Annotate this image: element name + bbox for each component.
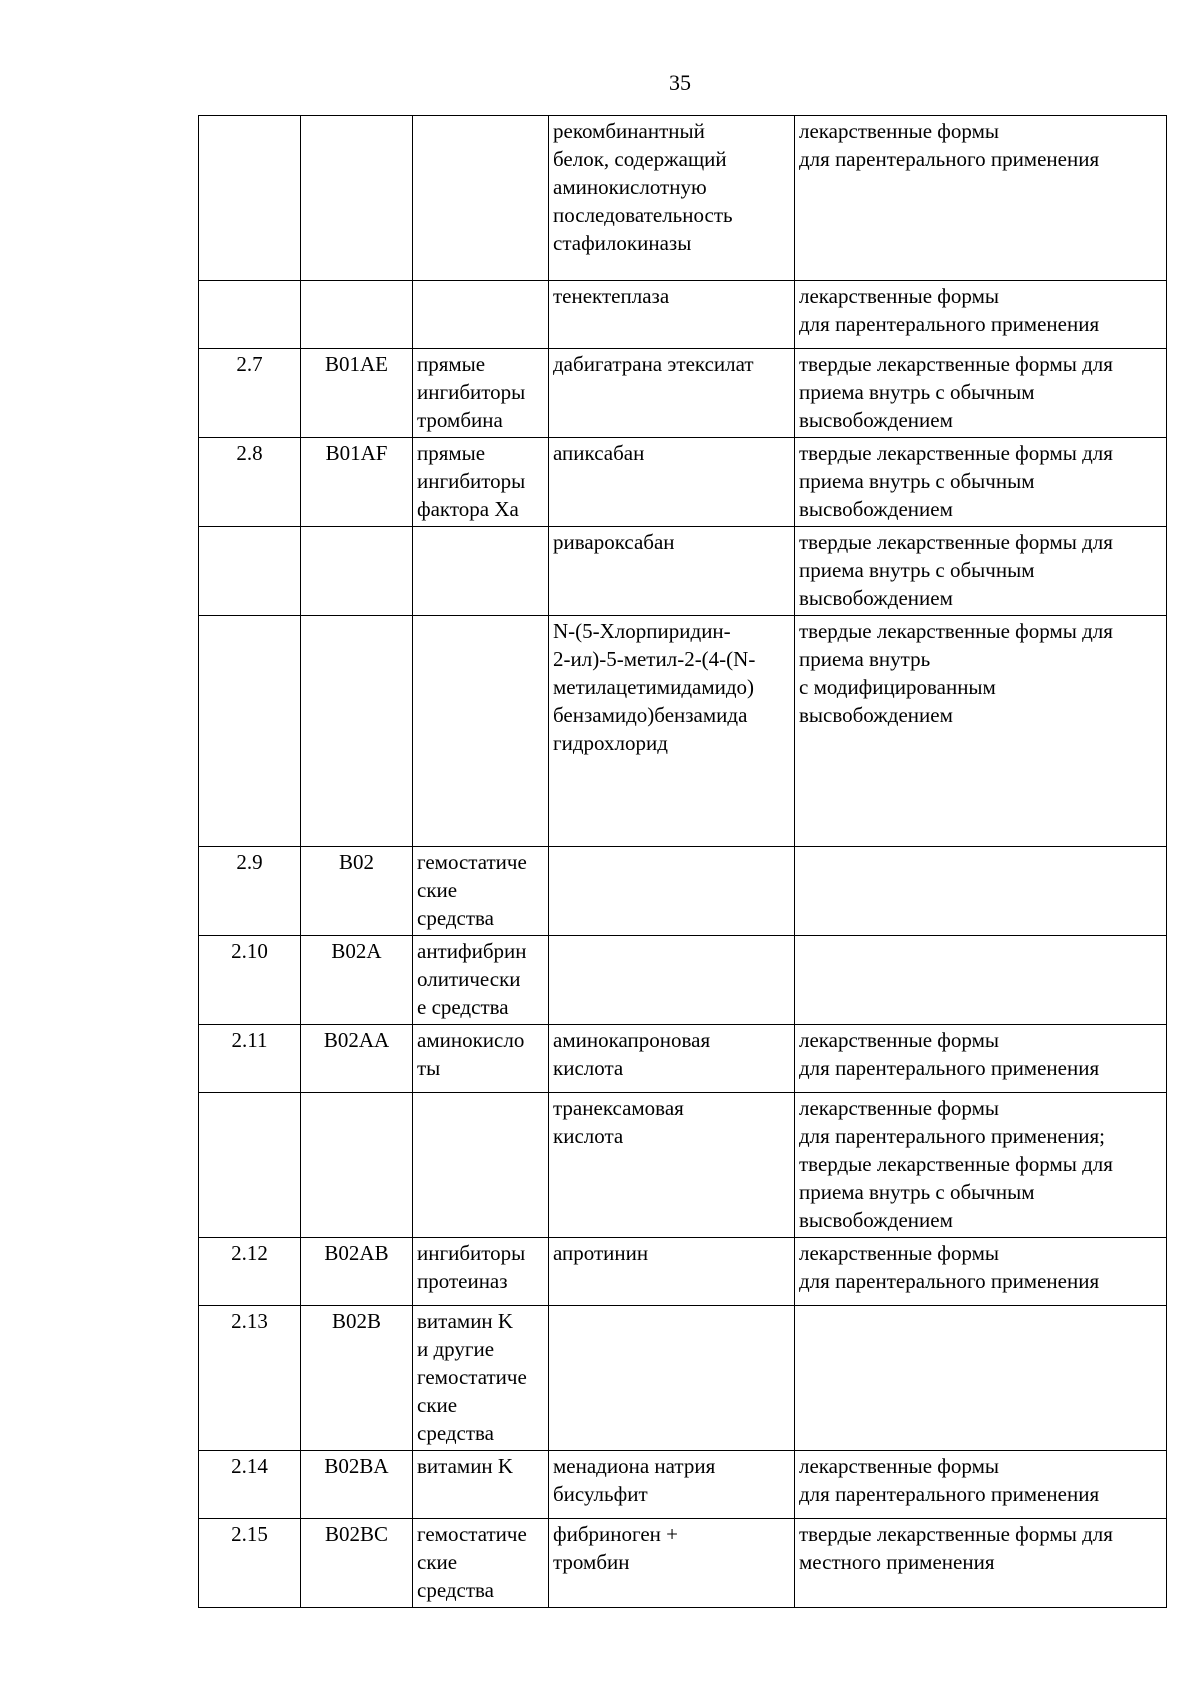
row-number-cell: 2.12 [199,1238,301,1306]
anatomical-group-cell: гемостатиче ские средства [413,847,549,936]
atc-code-cell: B02BA [301,1451,413,1519]
dosage-form-cell [795,847,1167,936]
table-row [199,116,1167,281]
row-number-cell: 2.14 [199,1451,301,1519]
page-number: 35 [669,70,691,95]
anatomical-group-cell [413,116,549,281]
row-number-cell: 2.15 [199,1519,301,1608]
dosage-form-cell [795,936,1167,1025]
atc-code-cell [301,281,413,349]
row-number-cell [199,281,301,349]
table-row [199,936,1167,1025]
drug-name-cell [549,847,795,936]
drug-name-cell: апиксабан [549,438,795,527]
row-number-cell: 2.7 [199,349,301,438]
dosage-form-cell: лекарственные формы для парентерального применения [795,1025,1167,1093]
row-number-cell: 2.11 [199,1025,301,1093]
row-number-cell [199,527,301,616]
drug-name-cell: апротинин [549,1238,795,1306]
anatomical-group-cell [413,616,549,847]
table-row [199,1093,1167,1238]
dosage-form-cell: лекарственные формы для парентерального применения [795,1238,1167,1306]
row-number-cell [199,116,301,281]
atc-code-cell: B01AF [301,438,413,527]
anatomical-group-cell: ингибиторы протеиназ [413,1238,549,1306]
table-row [199,1451,1167,1519]
dosage-form-cell: твердые лекарственные формы для приема внутрь с обычным высвобождением [795,527,1167,616]
drug-name-cell: транексамовая кислота [549,1093,795,1238]
table-row [199,527,1167,616]
drug-name-cell [549,936,795,1025]
row-number-cell: 2.10 [199,936,301,1025]
table-row [199,1306,1167,1451]
dosage-form-cell: твердые лекарственные формы для приема внутрь с обычным высвобождением [795,438,1167,527]
table-row [199,1238,1167,1306]
dosage-form-cell: лекарственные формы для парентерального применения; твердые лекарственные формы для приема внутрь с обычным высвобождением [795,1093,1167,1238]
drug-name-cell [549,1306,795,1451]
anatomical-group-cell: аминокисло ты [413,1025,549,1093]
atc-code-cell [301,527,413,616]
atc-code-cell: B02AB [301,1238,413,1306]
atc-code-cell: B02A [301,936,413,1025]
dosage-form-cell: лекарственные формы для парентерального применения [795,281,1167,349]
drug-name-cell: ривароксабан [549,527,795,616]
row-number-cell: 2.8 [199,438,301,527]
drug-name-cell: менадиона натрия бисульфит [549,1451,795,1519]
table-row [199,847,1167,936]
drug-name-cell: тенектеплаза [549,281,795,349]
atc-code-cell [301,116,413,281]
dosage-form-cell [795,1306,1167,1451]
medication-table [198,115,1167,1608]
dosage-form-cell: твердые лекарственные формы для местного применения [795,1519,1167,1608]
atc-code-cell: B02AA [301,1025,413,1093]
row-number-cell: 2.9 [199,847,301,936]
row-number-cell: 2.13 [199,1306,301,1451]
dosage-form-cell: твердые лекарственные формы для приема внутрь с обычным высвобождением [795,349,1167,438]
table-row [199,616,1167,847]
anatomical-group-cell [413,527,549,616]
drug-name-cell: дабигатрана этексилат [549,349,795,438]
anatomical-group-cell [413,281,549,349]
row-number-cell [199,616,301,847]
atc-code-cell: B02B [301,1306,413,1451]
drug-name-cell: N-(5-Хлорпиридин- 2-ил)-5-метил-2-(4-(N- метилацетимидамидо) бензамидо)бензамида гидрохлорид [549,616,795,847]
drug-name-cell: аминокапроновая кислота [549,1025,795,1093]
atc-code-cell: B01AE [301,349,413,438]
anatomical-group-cell: антифибрин олитически е средства [413,936,549,1025]
atc-code-cell: B02 [301,847,413,936]
atc-code-cell: B02BC [301,1519,413,1608]
anatomical-group-cell: гемостатиче ские средства [413,1519,549,1608]
anatomical-group-cell: прямые ингибиторы фактора Ха [413,438,549,527]
table-row [199,349,1167,438]
anatomical-group-cell: прямые ингибиторы тромбина [413,349,549,438]
table-row [199,281,1167,349]
row-number-cell [199,1093,301,1238]
anatomical-group-cell: витамин K и другие гемостатиче ские средства [413,1306,549,1451]
dosage-form-cell: лекарственные формы для парентерального применения [795,116,1167,281]
drug-name-cell: фибриноген + тромбин [549,1519,795,1608]
table-row [199,1025,1167,1093]
anatomical-group-cell: витамин K [413,1451,549,1519]
anatomical-group-cell [413,1093,549,1238]
atc-code-cell [301,1093,413,1238]
dosage-form-cell: лекарственные формы для парентерального применения [795,1451,1167,1519]
atc-code-cell [301,616,413,847]
table-row [199,1519,1167,1608]
drug-name-cell: рекомбинантный белок, содержащий аминокислотную последовательность стафилокиназы [549,116,795,281]
dosage-form-cell: твердые лекарственные формы для приема внутрь с модифицированным высвобождением [795,616,1167,847]
table-row [199,438,1167,527]
